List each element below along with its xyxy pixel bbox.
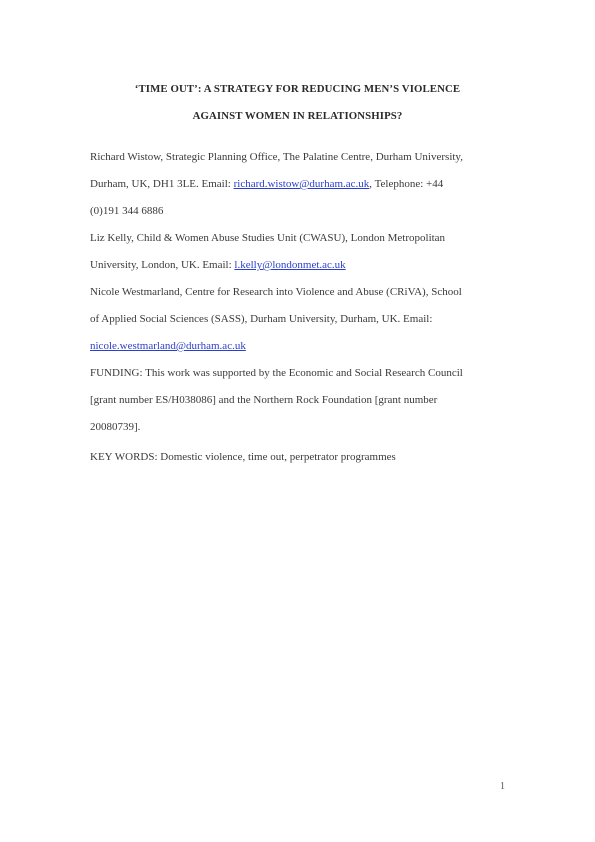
- keywords: KEY WORDS: Domestic violence, time out, perpetrator programmes: [90, 451, 396, 463]
- author-1-telephone-number: (0)191 344 6886: [90, 205, 164, 217]
- author-3-affiliation: Nicole Westmarland, Centre for Research into Violence and Abuse (CRiVA), School: [90, 286, 462, 298]
- page-number: 1: [500, 781, 505, 792]
- funding-line-3: 20080739].: [90, 421, 141, 433]
- author-1-email-link[interactable]: richard.wistow@durham.ac.uk: [233, 178, 370, 190]
- author-1-address: Durham, UK, DH1 3LE. Email:: [90, 178, 234, 190]
- author-2-email-link[interactable]: l.kelly@londonmet.ac.uk: [234, 259, 346, 271]
- author-3-address: of Applied Social Sciences (SASS), Durham University, Durham, UK. Email:: [90, 313, 433, 325]
- author-2-address: University, London, UK. Email:: [90, 259, 235, 271]
- author-3-contact: [90, 340, 246, 353]
- funding-line-2: [grant number ES/H038086] and the Northern Rock Foundation [grant number: [90, 394, 438, 406]
- author-1-telephone: , Telephone: +44: [369, 178, 444, 190]
- paper-title-line-2: AGAINST WOMEN IN RELATIONSHIPS?: [192, 110, 403, 122]
- funding-line-1: FUNDING: This work was supported by the Economic and Social Research Council: [90, 367, 463, 379]
- author-2-contact: [90, 259, 346, 272]
- author-1-contact: [90, 178, 443, 191]
- author-3-email-link[interactable]: nicole.westmarland@durham.ac.uk: [90, 340, 246, 352]
- author-2-affiliation: Liz Kelly, Child & Women Abuse Studies Unit (CWASU), London Metropolitan: [90, 232, 446, 244]
- paper-title-line-1: ‘TIME OUT’: A STRATEGY FOR REDUCING MEN’S VIOLENCE: [134, 83, 461, 95]
- author-1-affiliation: Richard Wistow, Strategic Planning Office, The Palatine Centre, Durham University,: [90, 151, 463, 163]
